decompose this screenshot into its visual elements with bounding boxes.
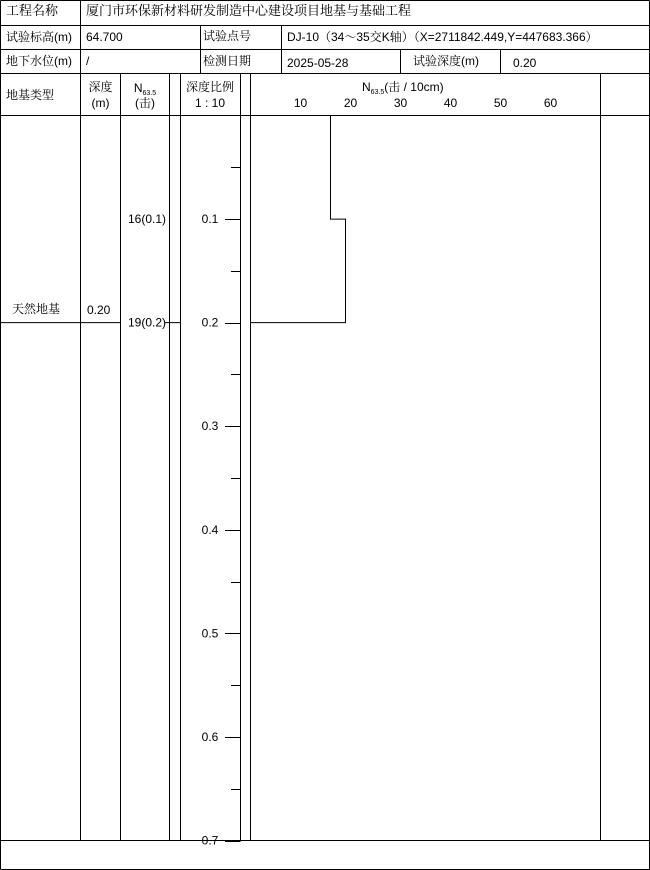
depth-header: 深度: [88, 80, 113, 94]
test-point-value: DJ-10（34～35交K轴）（X=2711842.449,Y=447683.366）: [287, 30, 598, 44]
depth-scale-label: 0.4: [201, 522, 219, 537]
depth-scale-label: 0.3: [201, 419, 219, 434]
depth-scale-value: 1 : 10: [194, 96, 226, 110]
x-tick-label: 60: [543, 96, 558, 110]
chart-x-axis-title: $N_{63.5}$(击 / 10cm): [362, 80, 444, 96]
project-name-value: 厦门市环保新材料研发制造中心建设项目地基与基础工程: [86, 3, 412, 18]
blow-count-header: $N_{63.5}$: [133, 81, 157, 97]
test-date-label: 检测日期: [203, 54, 252, 68]
groundwater-level-label: 地下水位(m): [6, 54, 72, 68]
test-elevation-label: 试验标高(m): [6, 30, 72, 44]
groundwater-level-value: /: [86, 54, 90, 68]
blow-count-record: 19(0.2): [127, 315, 167, 330]
layer-bottom-depth: 0.20: [87, 303, 111, 317]
x-tick-label: 40: [443, 96, 458, 110]
depth-scale-label: 0.6: [201, 729, 219, 744]
depth-scale-label: 0.7: [201, 833, 219, 848]
project-name-label: 工程名称: [6, 3, 59, 18]
depth-scale-label: 0.1: [201, 212, 219, 227]
test-depth-label: 试验深度(m): [413, 54, 479, 68]
test-point-label: 试验点号: [203, 29, 252, 43]
soil-type-header: 地基类型: [6, 88, 55, 102]
x-tick-label: 20: [343, 96, 358, 110]
x-tick-label: 30: [393, 96, 408, 110]
blow-count-record: 16(0.1): [127, 212, 167, 227]
depth-scale-label: 0.5: [201, 626, 219, 641]
depth-scale-label: 0.2: [201, 315, 219, 330]
x-tick-label: 10: [293, 96, 308, 110]
depth-unit-header: (m): [91, 96, 110, 110]
test-depth-value: 0.20: [513, 56, 537, 70]
blow-count-unit-header: (击): [135, 96, 155, 110]
test-elevation-value: 64.700: [86, 30, 123, 44]
x-tick-label: 50: [493, 96, 508, 110]
layer-soil-type: 天然地基: [12, 302, 61, 316]
depth-scale-header: 深度比例: [185, 80, 234, 94]
test-date-value: 2025-05-28: [287, 56, 349, 70]
n63-step-line: [251, 116, 346, 323]
